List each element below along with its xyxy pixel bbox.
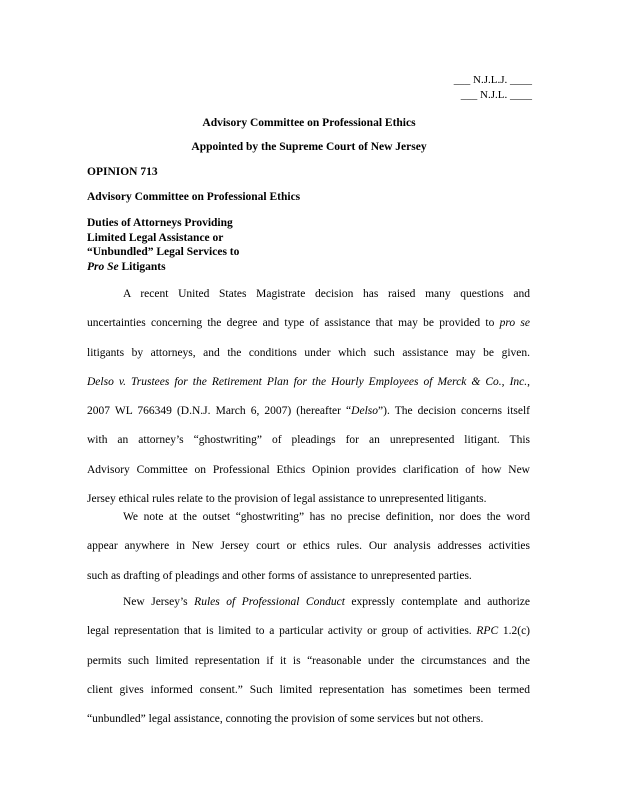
paragraph-3 <box>87 595 530 741</box>
paragraph-line <box>87 595 530 624</box>
njlj-citation: ___ N.J.L.J. ____ <box>453 74 532 86</box>
subject-line: Duties of Attorneys Providing <box>87 217 233 229</box>
paragraph-line: with an attorney’s “ghostwriting” of pleadings for an unrepresented litigant. This <box>87 434 530 447</box>
opinion-number: OPINION 713 <box>87 166 158 178</box>
text-run-italic: Rules of Professional Conduct <box>194 596 345 608</box>
text-run: legal representation that is limited to a particular activity or group of activities. <box>87 625 477 638</box>
appointed-heading: Appointed by the Supreme Court of New Jersey <box>191 141 427 153</box>
case-citation: Delso v. Trustees for the Retirement Plan for the Hourly Employees of Merck & Co., Inc. <box>87 375 528 388</box>
subject-italic: Pro Se <box>87 260 119 273</box>
paragraph-2 <box>87 510 530 598</box>
committee-heading: Advisory Committee on Professional Ethics <box>202 117 416 129</box>
text-run-italic: pro se <box>499 317 530 330</box>
paragraph-line: appear anywhere in New Jersey court or ethics rules. Our analysis addresses activities <box>87 540 530 553</box>
subject-line: Limited Legal Assistance or <box>87 231 224 244</box>
subject-line <box>87 260 239 275</box>
paragraph-line: litigants by attorneys, and the conditions under which such assistance may be given. <box>87 346 530 359</box>
subject-line: “Unbundled” Legal Services to <box>87 246 240 258</box>
committee-subheading: Advisory Committee on Professional Ethics <box>87 191 301 203</box>
paragraph-line: Jersey ethical rules relate to the provision of legal assistance to unrepresented litigants. <box>87 493 487 506</box>
paragraph-line: A recent United States Magistrate decision has raised many questions and <box>123 288 530 300</box>
text-run-italic: RPC <box>476 625 499 638</box>
text-run: expressly contemplate and authorize <box>344 596 530 608</box>
paragraph-line: permits such limited representation if it is “reasonable under the circumstances and the <box>87 654 530 667</box>
text-run: New Jersey’s <box>123 596 195 608</box>
text-run: 1.2(c) <box>498 625 531 638</box>
text-run: , <box>527 375 530 388</box>
citation-placeholders <box>454 73 532 103</box>
paragraph-line: Advisory Committee on Professional Ethics Opinion provides clarification of how New <box>87 463 530 476</box>
paragraph-line: client gives informed consent.” Such limited representation has sometimes been termed <box>87 683 530 696</box>
njl-citation: ___ N.J.L. ____ <box>460 89 532 101</box>
text-run-italic: Delso <box>351 405 379 418</box>
paragraph-line: “unbundled” legal assistance, connoting the provision of some services but not others. <box>87 713 484 726</box>
paragraph-line <box>87 404 530 433</box>
paragraph-line: such as drafting of pleadings and other forms of assistance to unrepresented parties. <box>87 569 472 582</box>
paragraph-line <box>87 316 530 345</box>
opinion-subject <box>87 216 239 274</box>
paragraph-line <box>87 624 530 653</box>
paragraph-line <box>87 375 530 404</box>
text-run: 2007 WL 766349 (D.N.J. March 6, 2007) (hereafter “ <box>87 405 352 418</box>
subject-rest: Litigants <box>118 260 166 273</box>
paragraph-1 <box>87 287 530 521</box>
paragraph-line: We note at the outset “ghostwriting” has no precise definition, nor does the word <box>123 511 530 523</box>
text-run: uncertainties concerning the degree and type of assistance that may be provided to <box>87 317 500 330</box>
text-run: ”). The decision concerns itself <box>378 405 530 418</box>
